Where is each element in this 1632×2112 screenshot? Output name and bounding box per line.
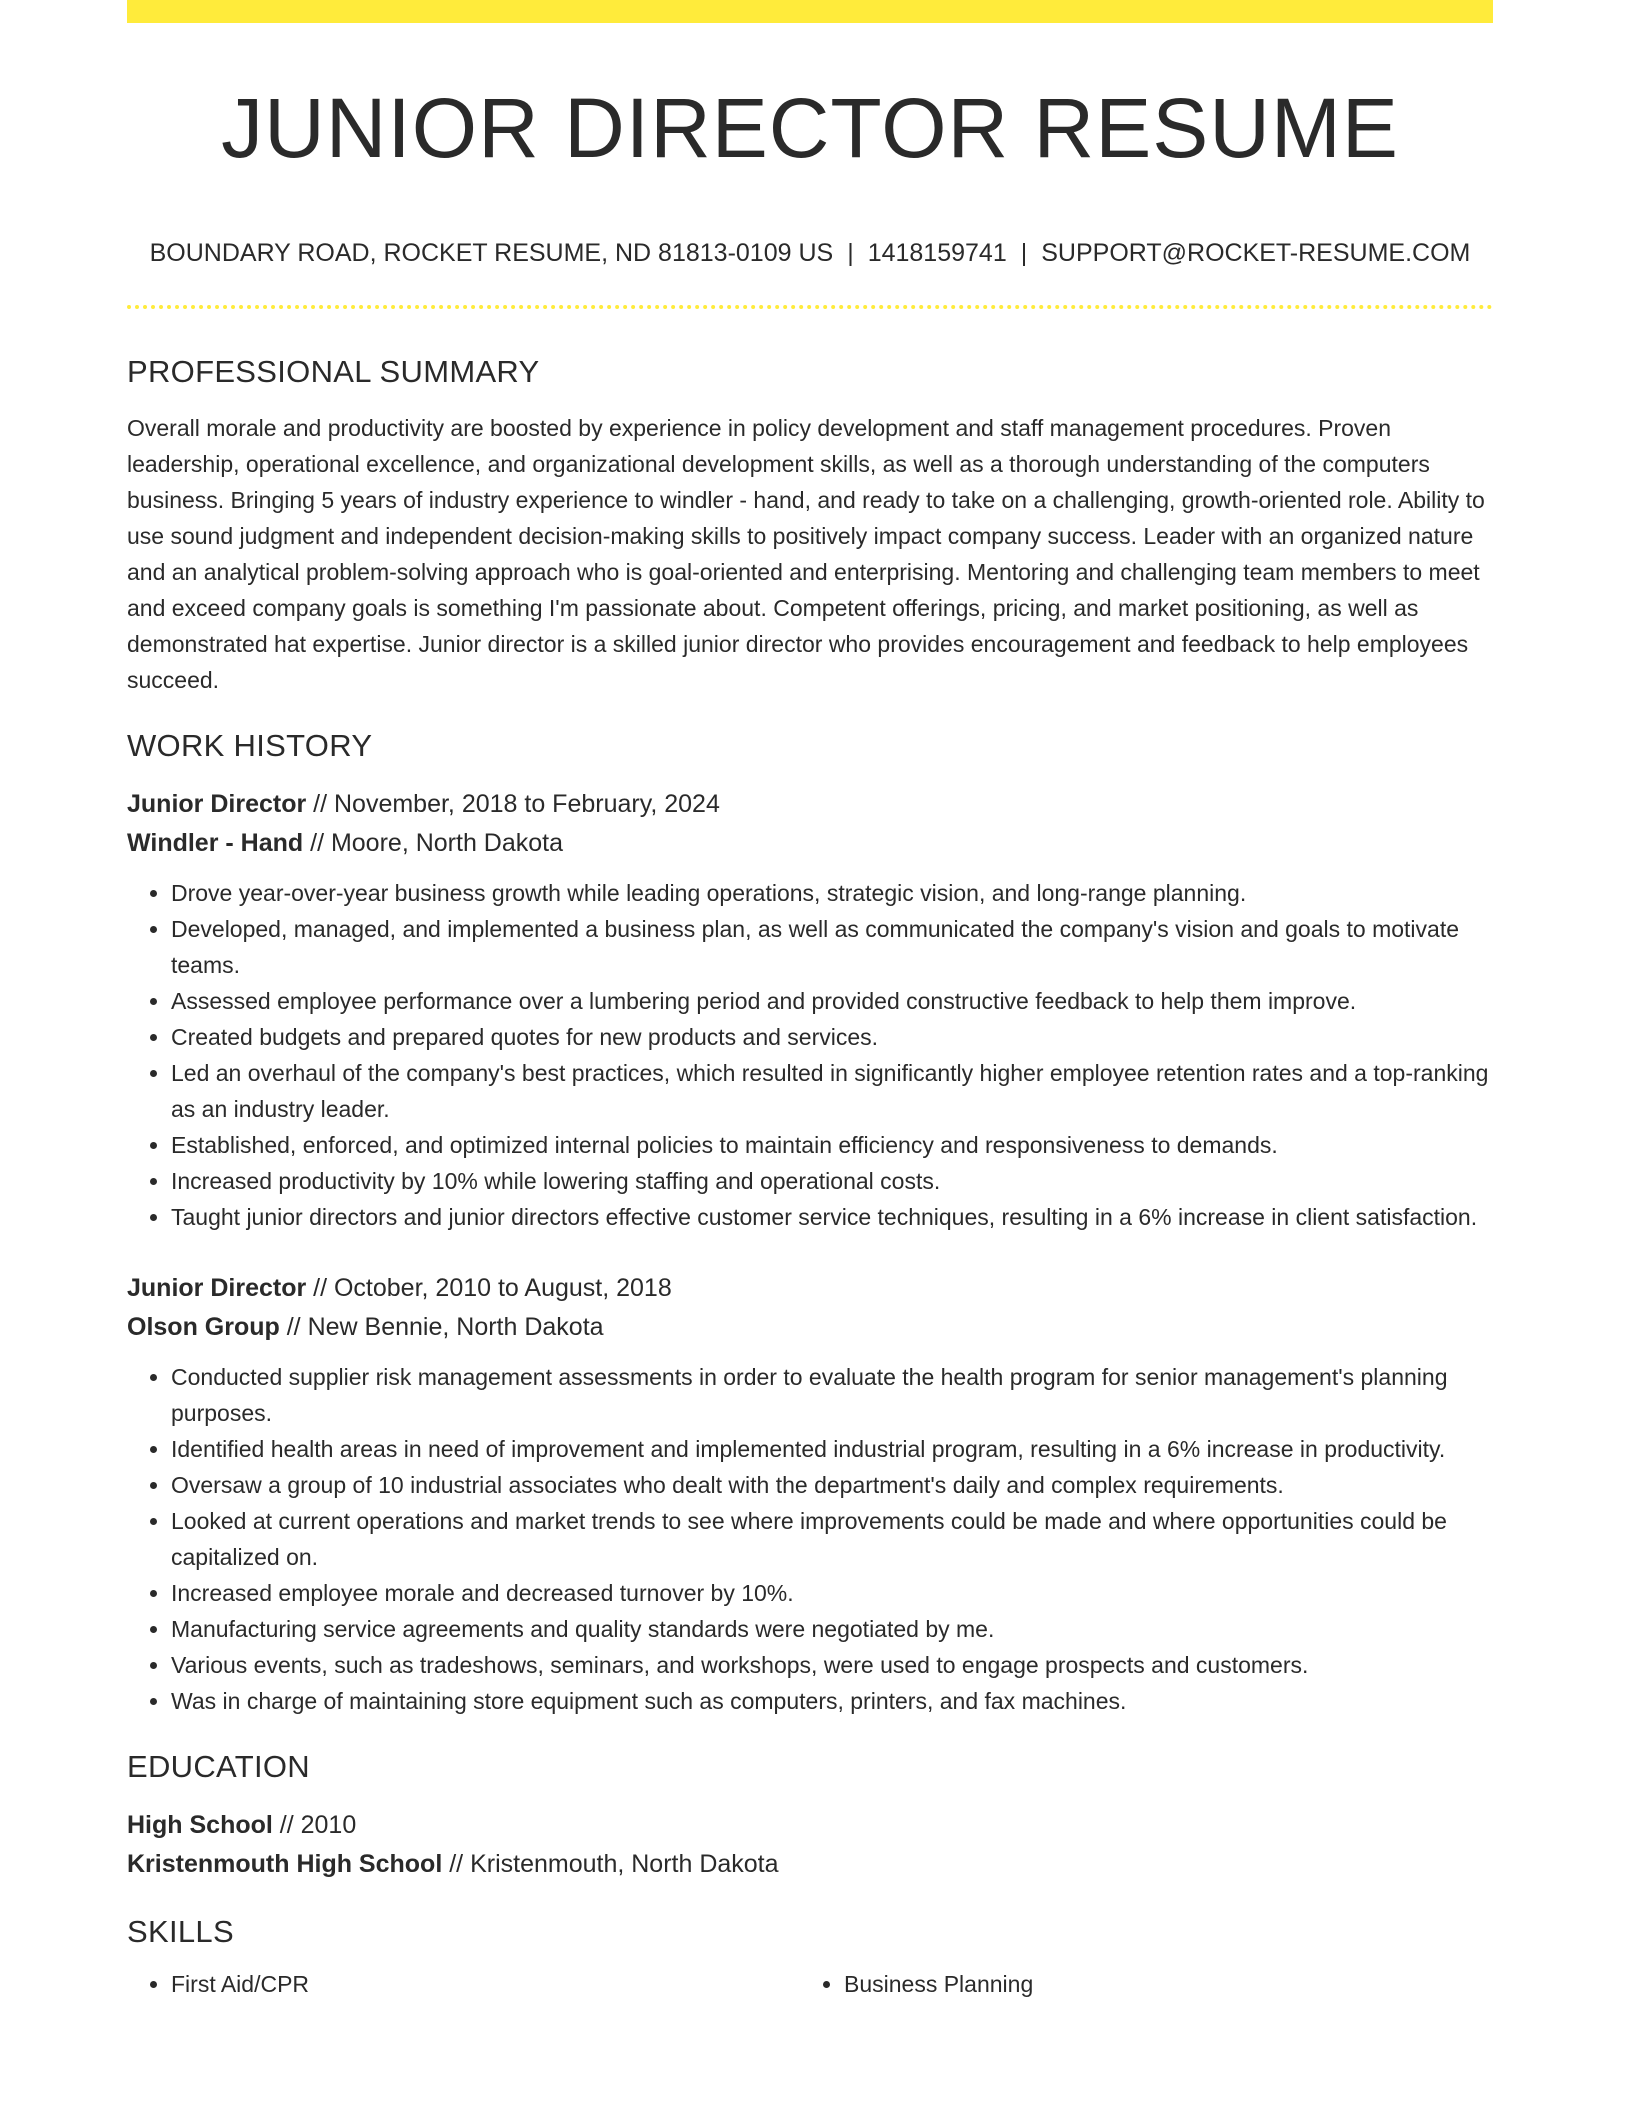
education-year: // 2010: [272, 1811, 357, 1839]
job-bullet: • Conducted supplier risk management assessments in order to evaluate the health program for senior management's planning purposes.: [171, 1359, 1493, 1431]
job-bullet: • Was in charge of maintaining store equipment such as computers, printers, and fax machines.: [171, 1683, 1493, 1719]
resume-body: [127, 352, 1493, 2002]
job-bullet: • Increased employee morale and decreased turnover by 10%.: [171, 1575, 1493, 1611]
education-degree-line: [127, 1806, 1493, 1845]
job-entry: [127, 1269, 1493, 1719]
job-company: Olson Group: [127, 1313, 280, 1341]
contact-line: [127, 236, 1493, 270]
skill-item: • Business Planning: [844, 1966, 1473, 2002]
education-location: // Kristenmouth, North Dakota: [442, 1850, 779, 1878]
education-heading: EDUCATION: [127, 1749, 310, 1784]
education-school-line: [127, 1845, 1493, 1884]
contact-phone: 1418159741: [867, 239, 1007, 267]
job-entry: [127, 785, 1493, 1235]
job-company-line: [127, 824, 1493, 863]
accent-top-bar: [127, 0, 1493, 23]
job-bullet: • Drove year-over-year business growth while leading operations, strategic vision, and long-range planning.: [171, 875, 1493, 911]
job-bullet: • Created budgets and prepared quotes for new products and services.: [171, 1019, 1493, 1055]
job-title: Junior Director: [127, 790, 307, 818]
job-location: // Moore, North Dakota: [303, 829, 563, 857]
job-location: // New Bennie, North Dakota: [279, 1313, 604, 1341]
summary-section: [127, 352, 1493, 698]
education-section: [127, 1747, 1493, 1884]
summary-heading: PROFESSIONAL SUMMARY: [127, 354, 540, 389]
job-bullet: • Identified health areas in need of improvement and implemented industrial program, resulting in a 6% increase in productivity.: [171, 1431, 1493, 1467]
contact-separator: |: [1020, 239, 1028, 267]
job-bullet: • Developed, managed, and implemented a business plan, as well as communicated the company's vision and goals to motivate teams.: [171, 911, 1493, 983]
job-bullet: • Established, enforced, and optimized internal policies to maintain efficiency and responsiveness to demands.: [171, 1127, 1493, 1163]
job-bullet: • Oversaw a group of 10 industrial associates who dealt with the department's daily and complex requirements.: [171, 1467, 1493, 1503]
skills-right-column: [800, 1966, 1473, 2002]
contact-separator: |: [847, 239, 854, 267]
job-dates: // October, 2010 to August, 2018: [306, 1274, 672, 1302]
skills-heading: SKILLS: [127, 1914, 234, 1949]
job-title: Junior Director: [127, 1274, 307, 1302]
job-bullet: • Assessed employee performance over a lumbering period and provided constructive feedback to help them improve.: [171, 983, 1493, 1019]
dotted-divider: [127, 305, 1493, 309]
skill-item: • First Aid/CPR: [171, 1966, 800, 2002]
job-title-line: [127, 785, 1493, 824]
resume-title: JUNIOR DIRECTOR RESUME: [221, 81, 1399, 175]
skills-left-column: [127, 1966, 800, 2002]
job-title-line: [127, 1269, 1493, 1308]
job-bullet: • Led an overhaul of the company's best practices, which resulted in significantly higher employee retention rates and a top-ranking as an industry leader.: [171, 1055, 1493, 1127]
skills-section: [127, 1912, 1493, 2002]
education-school: Kristenmouth High School: [127, 1850, 443, 1878]
work-history-section: [127, 726, 1493, 1719]
job-bullet: • Taught junior directors and junior directors effective customer service techniques, resulting in a 6% increase in client satisfaction.: [171, 1199, 1493, 1235]
job-bullet: • Various events, such as tradeshows, seminars, and workshops, were used to engage prospects and customers.: [171, 1647, 1493, 1683]
work-history-heading: WORK HISTORY: [127, 728, 373, 763]
job-bullet: • Looked at current operations and market trends to see where improvements could be made and where opportunities could be capitalized on.: [171, 1503, 1493, 1575]
job-dates: // November, 2018 to February, 2024: [306, 790, 720, 818]
summary-text: Overall morale and productivity are boosted by experience in policy development and staff management procedures. Proven leadership, operational excellence, and organizational development skills, as well as a thorough understanding of the computers business. Bringing 5 years of industry experience to windler - hand, and ready to take on a challenging, growth-oriented role. Ability to use sound judgment and independent decision-making skills to positively impact company success. Leader with an organized nature and an analytical problem-solving approach who is goal-oriented and enterprising. Mentoring and challenging team members to meet and exceed company goals is something I'm passionate about. Competent offerings, pricing, and market positioning, as well as demonstrated hat expertise. Junior director is a skilled junior director who provides encouragement and feedback to help employees succeed.: [127, 415, 1485, 693]
job-bullet: • Manufacturing service agreements and quality standards were negotiated by me.: [171, 1611, 1493, 1647]
skills-columns: [127, 1966, 1493, 2002]
education-degree: High School: [127, 1811, 273, 1839]
job-bullet: • Increased productivity by 10% while lowering staffing and operational costs.: [171, 1163, 1493, 1199]
job-company: Windler - Hand: [127, 829, 304, 857]
contact-email: SUPPORT@ROCKET-RESUME.COM: [1041, 239, 1471, 267]
job-bullets: [127, 875, 1493, 1235]
contact-address: BOUNDARY ROAD, ROCKET RESUME, ND 81813-0109 US: [149, 239, 834, 267]
education-entry: [127, 1806, 1493, 1884]
job-company-line: [127, 1308, 1493, 1347]
job-bullets: [127, 1359, 1493, 1719]
